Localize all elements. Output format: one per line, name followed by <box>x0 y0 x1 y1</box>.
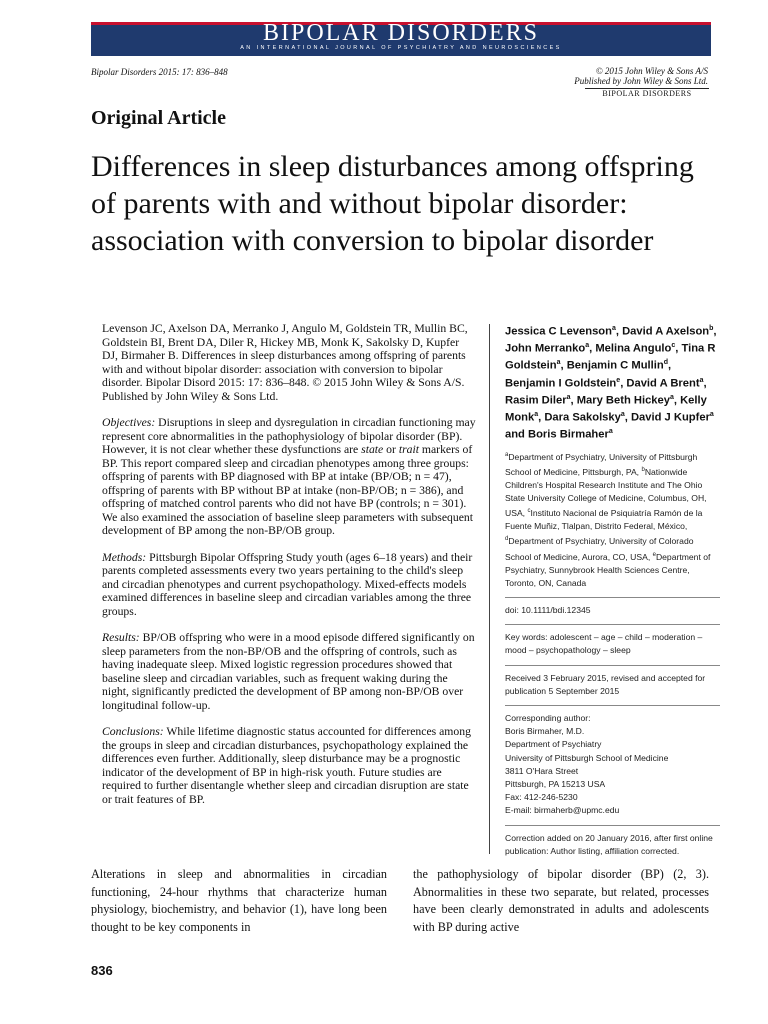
journal-name: BIPOLAR DISORDERS <box>262 20 540 46</box>
author-separator: , <box>615 325 623 338</box>
article-info <box>505 322 720 858</box>
corresponding-author <box>505 705 720 818</box>
results-text: BP/OB offspring who were in a mood episode differed significantly on sleep parameters from the non-BP/OB and the offspring of controls, such as having inadequate sleep. Mixed logistic regression procedures showed that baseline sleep and circadian variables, such as frequent waking during the night, significantly predicted the development of BP among non-BP/OB over longitudinal follow-up. <box>102 631 475 712</box>
author-name: Kelly Monk <box>505 394 707 424</box>
affiliation-item: Nationwide Children's Hospital Research Institute and The Ohio State University College of Medicine, Columbus, OH, USA, <box>505 466 707 519</box>
author-separator: , <box>667 360 672 373</box>
affiliation-marker: c <box>527 508 531 515</box>
doi <box>505 597 720 617</box>
author-name: David A Axelson <box>622 325 710 338</box>
author-affiliation-marker: a <box>556 359 561 367</box>
methods-label: Methods: <box>102 550 147 564</box>
corresponding-label: Corresponding author: <box>505 712 591 723</box>
objectives-text-a: Disruptions in sleep and dysregulation in circadian functioning may represent core abnormalities in the pathophysiology of bipolar disorder (BP). However, it is not clear whether these dysfunctions are <box>102 416 476 456</box>
affiliation-text <box>505 449 720 590</box>
correction-text: Correction added on 20 January 2016, after first online publication: Author listing, affiliation corrected. <box>505 832 713 856</box>
affiliation-marker: d <box>505 536 509 543</box>
author-separator: , <box>560 360 567 373</box>
objectives-state: state <box>361 443 384 456</box>
affiliation-marker: b <box>641 466 645 473</box>
author-separator: , <box>589 342 596 355</box>
corresponding-line: Department of Psychiatry <box>505 739 602 750</box>
copyright-journal: BIPOLAR DISORDERS <box>602 89 692 98</box>
received-dates <box>505 665 720 698</box>
objectives-label: Objectives: <box>102 416 156 429</box>
objectives-trait: trait <box>398 443 419 456</box>
author-separator: , <box>624 411 631 424</box>
author-separator: , <box>675 342 682 355</box>
article-type: Original Article <box>91 107 226 129</box>
column-divider <box>489 324 490 854</box>
author-affiliation-marker: c <box>671 342 676 350</box>
author-separator: , <box>570 394 577 407</box>
corresponding-line: Fax: 412-246-5230 <box>505 792 578 803</box>
conclusions-label: Conclusions: <box>102 725 164 738</box>
abstract-objectives <box>102 416 477 538</box>
author-name: Rasim Diler <box>505 394 567 407</box>
author-name: Boris Birmaher <box>528 429 609 442</box>
affiliation-item: Department of Psychiatry, University of Colorado School of Medicine, Aurora, CO, USA, <box>505 536 694 562</box>
author-affiliation-marker: a <box>709 411 714 419</box>
author-list <box>505 322 720 443</box>
abstract-citation: Levenson JC, Axelson DA, Merranko J, Angulo M, Goldstein TR, Mullin BC, Goldstein BI, Brent DA, Diler R, Hickey MB, Monk K, Sakolsky D, Kupfer DJ, Birmaher B. Differences in sleep disturbances among offspring of parents with and without bipolar disorder: association with conversion to bipolar disorder. Bipolar Disord 2015: 17: 836–848. © 2015 John Wiley & Sons A/S. Published by John Wiley & Sons Ltd. <box>102 322 468 403</box>
author-separator: , <box>538 411 545 424</box>
author-affiliation-marker: d <box>663 359 668 367</box>
abstract <box>102 322 477 819</box>
doi-text: doi: 10.1111/bdi.12345 <box>505 604 591 615</box>
article-title: Differences in sleep disturbances among offspring of parents with and without bipolar disorder: association with conversion to bipolar disorder <box>91 150 694 257</box>
corresponding-line: 3811 O'Hara Street <box>505 765 579 776</box>
author-separator: , <box>703 377 707 390</box>
page-number: 836 <box>91 963 113 978</box>
author-affiliation-marker: a <box>534 411 539 419</box>
corresponding-line: University of Pittsburgh School of Medicine <box>505 752 669 763</box>
results-label: Results: <box>102 631 140 644</box>
author-name: Tina R Goldstein <box>505 342 716 373</box>
abstract-results <box>102 631 477 712</box>
affiliation-marker: e <box>652 551 656 558</box>
corresponding-email: E-mail: birmaherb@upmc.edu <box>505 805 620 816</box>
body-text-left: Alterations in sleep and abnormalities in circadian functioning, 24-hour rhythms that characterize human physiology, biochemistry, and behavior (1), have long been thought to be key components in <box>91 867 387 934</box>
affiliation-item: Instituto Nacional de Psiquiatría Ramón de la Fuente Muñiz, Tlalpan, Distrito Federal, México, <box>505 508 703 532</box>
author-separator: and <box>505 429 528 442</box>
abstract-methods <box>102 551 477 619</box>
body-text-right: the pathophysiology of bipolar disorder (BP) (2, 3). Abnormalities in these two separate, but related, processes have been clearly demonstrated in adults and adolescents with BP during active <box>413 867 709 934</box>
corresponding-line: Pittsburgh, PA 15213 USA <box>505 779 606 789</box>
author-name: Mary Beth Hickey <box>576 394 670 407</box>
author-affiliation-marker: a <box>611 325 616 332</box>
methods-text: Pittsburgh Bipolar Offspring Study youth (ages 6–18 years) and their parents completed assessments every two years pertaining to the child's sleep and circadian phenotypes and current psychopathology. Mixed-effects models examined differences in baseline sleep and circadian variables among the three groups. <box>102 550 473 618</box>
keywords-text: Key words: adolescent – age – child – moderation – mood – psychopathology – sleep <box>505 632 703 656</box>
author-separator: , <box>713 325 717 338</box>
abstract-conclusions <box>102 725 477 806</box>
author-affiliation-marker: e <box>616 376 621 384</box>
journal-citation: Bipolar Disorders 2015: 17: 836–848 <box>91 67 228 77</box>
conclusions-text: While lifetime diagnostic status accounted for differences among the groups in sleep and circadian disturbances, psychopathology explained the differences even further. Additionally, sleep disturbance may be a prognostic indicator of the development of BP in high-risk youth. Future studies are required to further disentangle whether sleep and circadian disruption are state or trait features of BP. <box>102 725 471 806</box>
author-separator: , <box>673 394 681 407</box>
author-name: David J Kupfer <box>630 411 710 424</box>
copyright-notice <box>574 66 708 86</box>
affiliation-marker: a <box>505 451 509 458</box>
objectives-text-b: markers of BP. This report compared sleep and circadian phenotypes among three groups: offspring of parents with BP diagnosed with BP at intake (BP/OB; n = 47), offspring of parents with BP without BP at intake (non-BP/OB; n = 386), and offspring of matched control parents who did not have BP (controls; n = 301). We also examined the association of baseline sleep parameters with subsequent development of BP among the non-BP/OB group. <box>102 443 473 537</box>
received-text: Received 3 February 2015, revised and accepted for publication 5 September 2015 <box>505 672 706 696</box>
affiliations <box>505 449 720 590</box>
copyright-line-2: Published by John Wiley & Sons Ltd. <box>574 76 708 86</box>
author-name: David A Brent <box>626 377 700 390</box>
affiliation-item: Department of Psychiatry, Sunnybrook Health Sciences Centre, Toronto, ON, Canada <box>505 551 711 588</box>
author-name: Dara Sakolsky <box>544 411 621 424</box>
author-affiliation-marker: a <box>585 342 590 350</box>
author-affiliation-marker: a <box>699 376 704 384</box>
keywords <box>505 624 720 657</box>
corresponding-line: Boris Birmaher, M.D. <box>505 726 585 737</box>
author-name: Benjamin C Mullin <box>566 360 664 373</box>
author-separator: , <box>620 377 627 390</box>
author-affiliation-marker: a <box>608 428 613 436</box>
author-affiliation-marker: a <box>566 393 571 401</box>
affiliation-item: Department of Psychiatry, University of Pittsburgh School of Medicine, Pittsburgh, PA, <box>505 451 698 477</box>
author-name: Jessica C Levenson <box>505 325 612 338</box>
author-name: John Merranko <box>505 342 586 355</box>
author-name: Benjamin I Goldstein <box>505 377 617 390</box>
copyright-line-1: © 2015 John Wiley & Sons A/S <box>595 66 708 76</box>
objectives-or: or <box>383 443 399 456</box>
author-affiliation-marker: a <box>620 411 625 419</box>
author-name: Melina Angulo <box>595 342 672 355</box>
author-affiliation-marker: a <box>669 393 674 401</box>
journal-tagline: AN INTERNATIONAL JOURNAL OF PSYCHIATRY AND NEUROSCIENCES <box>240 45 562 51</box>
correction-note <box>505 825 720 858</box>
author-affiliation-marker: b <box>709 325 714 332</box>
